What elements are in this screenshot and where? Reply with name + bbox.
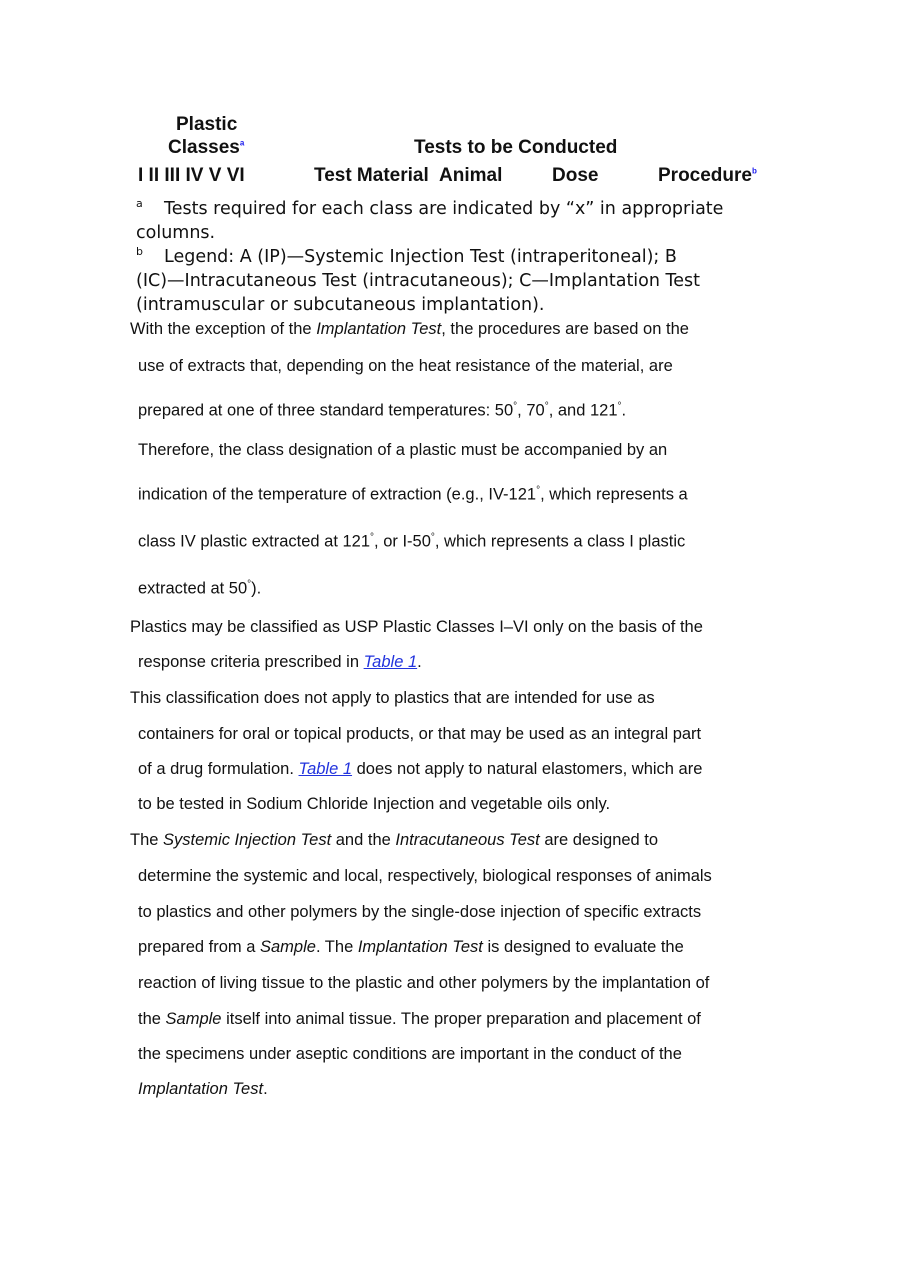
text: The [130, 831, 164, 849]
footnote-b-link[interactable]: b [751, 166, 757, 176]
degree-mark: ° [430, 532, 435, 543]
header-tests-to-be-conducted: Tests to be Conducted [414, 137, 618, 158]
text: , which represents a [540, 485, 688, 504]
p4-line1 [130, 831, 658, 850]
footnote-a-line1 [136, 192, 766, 221]
text: are designed to [539, 831, 659, 849]
p4-line3: to plastics and other polymers by the single-dose injection of specific extracts [138, 903, 702, 921]
emphasis: Implantation Test [316, 320, 442, 338]
emphasis: Intracutaneous Test [395, 831, 540, 849]
p4-line2: determine the systemic and local, respectively, biological responses of animals [138, 867, 712, 885]
emphasis: Implantation Test [357, 938, 483, 956]
text: , 70 [517, 401, 545, 420]
emphasis: Sample [259, 938, 316, 956]
p1-line6 [138, 532, 685, 552]
degree-mark: ° [247, 579, 252, 590]
p4-line4 [138, 938, 684, 957]
emphasis: Sample [165, 1010, 222, 1028]
p1-line2: use of extracts that, depending on the heat resistance of the material, are [138, 357, 673, 375]
table-1-link[interactable]: Table 1 [363, 653, 418, 671]
p4-line6 [138, 1010, 701, 1029]
footnote-a-link[interactable]: a [239, 138, 245, 148]
p3-line3 [138, 760, 702, 779]
p4-line5: reaction of living tissue to the plastic and other polymers by the implantation of [138, 974, 710, 992]
footnote-b-line2: (IC)—Intracutaneous Test (intracutaneous); C—Implantation Test [136, 270, 700, 291]
degree-mark: ° [513, 401, 518, 412]
p3-line2: containers for oral or topical products, or that may be used as an integral part [138, 725, 702, 743]
text: is designed to evaluate the [482, 938, 684, 956]
emphasis: Implantation Test [138, 1080, 264, 1098]
text: class IV plastic extracted at 121 [138, 532, 371, 551]
column-dose: Dose [552, 165, 599, 186]
footnote-b-mark: b [136, 245, 143, 258]
text: response criteria prescribed in [138, 653, 364, 671]
text: , and 121 [548, 401, 618, 420]
header-classes-label: Classes [168, 137, 240, 158]
text: With the exception of the [130, 320, 317, 338]
p4-line8 [138, 1080, 268, 1099]
column-procedure-label: Procedure [658, 165, 752, 186]
degree-mark: ° [617, 401, 622, 412]
text: the [138, 1010, 166, 1028]
p1-line3 [138, 401, 626, 421]
text: . The [315, 938, 358, 956]
text: prepared at one of three standard temperatures: 50 [138, 401, 514, 420]
text: , or I-50 [374, 532, 431, 551]
p1-line5 [138, 485, 688, 505]
degree-mark: ° [370, 532, 375, 543]
footnote-a [136, 192, 766, 245]
p3-line4: to be tested in Sodium Chloride Injection and vegetable oils only. [138, 795, 611, 813]
column-animal: Animal [439, 165, 503, 186]
text: prepared from a [138, 938, 260, 956]
text: and the [331, 831, 396, 849]
footnote-b-text: Legend: A (IP)—Systemic Injection Test (intraperitoneal); B [164, 246, 677, 267]
text: does not apply to natural elastomers, which are [352, 760, 703, 778]
emphasis: Systemic Injection Test [163, 831, 332, 849]
p2-line1: Plastics may be classified as USP Plastic Classes I–VI only on the basis of the [130, 618, 703, 636]
p2-line2 [138, 653, 422, 672]
column-procedure [658, 165, 757, 187]
p1-line4: Therefore, the class designation of a plastic must be accompanied by an [138, 441, 668, 459]
p4-line7: the specimens under aseptic conditions are important in the conduct of the [138, 1045, 682, 1063]
header-plastic: Plastic [176, 114, 238, 135]
degree-mark: ° [536, 485, 541, 496]
footnote-b [136, 240, 766, 317]
p1-line1 [130, 320, 689, 339]
footnote-b-line3: (intramuscular or subcutaneous implantation). [136, 294, 545, 315]
text: extracted at 50 [138, 579, 248, 598]
degree-mark: ° [544, 401, 549, 412]
text: . [263, 1080, 268, 1098]
column-test-material: Test Material [314, 165, 429, 186]
footnote-a-text: Tests required for each class are indicated by “x” in appropriate [164, 198, 724, 219]
header-classes [168, 137, 244, 159]
text: of a drug formulation. [138, 760, 299, 778]
text: , the procedures are based on the [441, 320, 689, 338]
text: indication of the temperature of extraction (e.g., IV-121 [138, 485, 537, 504]
column-roman-classes: I II III IV V VI [138, 165, 245, 186]
p3-line1: This classification does not apply to plastics that are intended for use as [130, 689, 655, 707]
text: , which represents a class I plastic [434, 532, 686, 551]
text: ). [251, 579, 262, 598]
footnote-b-line1 [136, 240, 766, 269]
table-1-link[interactable]: Table 1 [298, 760, 353, 778]
text: . [621, 401, 627, 420]
p1-line7 [138, 579, 261, 599]
text: itself into animal tissue. The proper preparation and placement of [221, 1010, 701, 1028]
footnote-a-mark: a [136, 197, 143, 210]
text: . [417, 653, 422, 671]
footnote-a-line2: columns. [136, 222, 216, 243]
